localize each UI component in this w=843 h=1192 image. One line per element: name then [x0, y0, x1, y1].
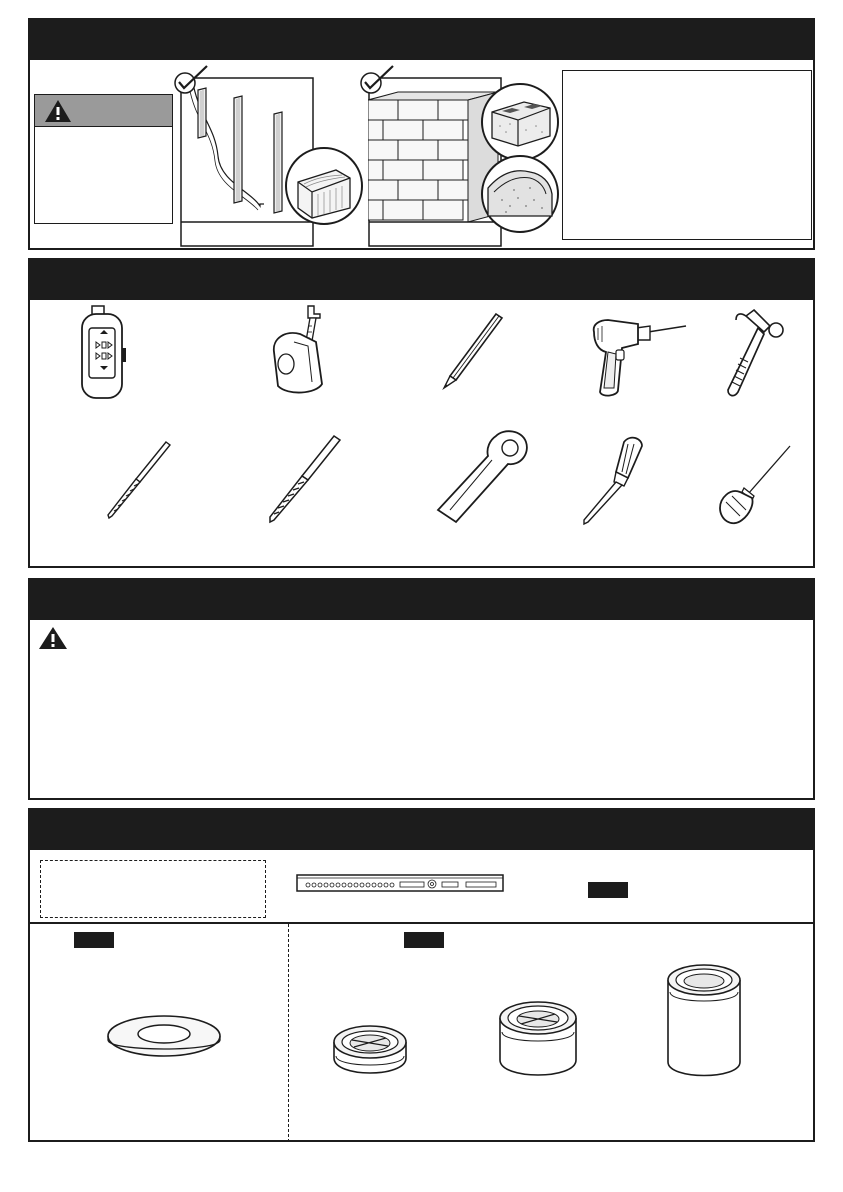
cinder-block-detail-icon — [480, 82, 560, 162]
wall-types-header — [30, 20, 813, 60]
warning-triangle-icon — [44, 99, 72, 123]
tools-header — [30, 260, 813, 300]
tape-measure-icon — [264, 302, 334, 396]
washer-tag — [74, 932, 114, 948]
wall-note-box — [562, 70, 812, 240]
stud-finder-icon — [78, 304, 128, 400]
spacer-set-tag-label — [404, 937, 408, 948]
spacer-tag-label — [588, 887, 592, 898]
hammer-icon — [720, 304, 794, 402]
hardware-panel — [28, 808, 815, 1142]
mounting-rail-icon — [296, 874, 504, 892]
hardware-note-box — [40, 860, 266, 918]
short-spacer-icon — [330, 1016, 410, 1082]
hardware-header — [30, 810, 813, 850]
tall-spacer-icon — [664, 958, 744, 1084]
power-drill-icon — [588, 318, 688, 402]
checkmark-icon — [174, 64, 210, 94]
spacer-set-tag — [404, 932, 444, 948]
socket-wrench-icon — [426, 426, 536, 526]
pencil-icon — [434, 310, 504, 390]
drill-bit-large-icon — [264, 434, 344, 524]
wood-grain-detail-icon — [284, 146, 364, 226]
phillips-screwdriver-icon — [572, 434, 652, 530]
medium-spacer-icon — [496, 994, 580, 1084]
awl-icon — [714, 442, 794, 532]
safety-header — [30, 580, 813, 620]
hardware-divider-vertical — [288, 924, 289, 1142]
wall-types-panel — [28, 18, 815, 250]
warning-triangle-icon — [38, 626, 68, 650]
tools-panel — [28, 258, 815, 568]
checkmark-icon — [360, 64, 396, 94]
caution-box — [34, 94, 173, 224]
drill-bit-small-icon — [104, 440, 174, 520]
hardware-divider-horizontal — [30, 922, 813, 924]
concrete-texture-detail-icon — [480, 154, 560, 234]
caution-band — [35, 95, 172, 127]
washer-icon — [104, 1010, 224, 1060]
safety-panel — [28, 578, 815, 800]
spacer-tag — [588, 882, 628, 898]
washer-tag-label — [74, 937, 78, 948]
